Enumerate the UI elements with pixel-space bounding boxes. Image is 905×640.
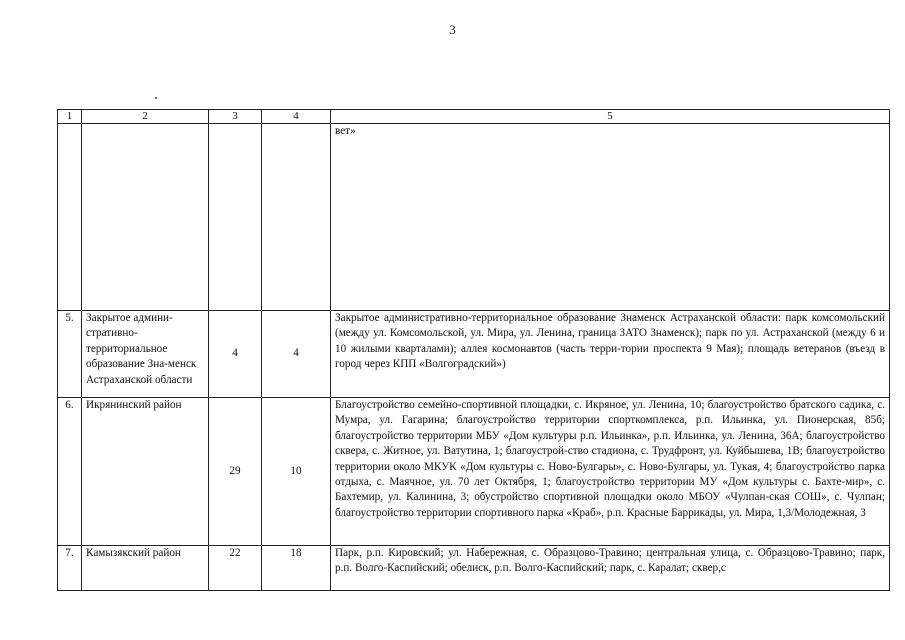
- header-cell: 3: [209, 110, 262, 124]
- header-cell: 1: [58, 110, 82, 124]
- count-cell-col4: 18: [262, 546, 331, 591]
- description-cell: вет»: [331, 124, 890, 311]
- table-row: [58, 398, 890, 546]
- count-cell-col3: 22: [209, 546, 262, 591]
- count-cell-col3: 4: [209, 311, 262, 398]
- row-number: 5.: [58, 311, 82, 398]
- table-row-continuation: [58, 124, 890, 311]
- header-cell: 2: [82, 110, 209, 124]
- row-number: 7.: [58, 546, 82, 591]
- region-cell: Камызякский район: [82, 546, 209, 591]
- description-cell: Благоустройство семейно-спортивной площадки, с. Икряное, ул. Ленина, 10; благоустройство братского садика, с. Мумра, ул. Гагарина; благоустройство территории спорткомплекса, р.п. Ильинка, ул. Пионерская, 85б; благоустройство территории МБУ «Дом культуры р.п. Ильинка», р.п. Ильинка, ул. Ленина, 36А; благоустройство сквера, с. Житное, ул. Ватутина, 1; благоустрой-ство стадиона, с. Трудфронт, ул. Куйбышева, 1В; благоустройство территории около МКУК «Дом культуры с. Ново-Булгары», с. Ново-Булгары, ул. Тукая, 4; благоустройство парка отдыха, с. Маячное, ул. 70 лет Октября, 1; благоустройство территории МУ «Дом культуры с. Бахте-мир», с. Бахтемир, ул. Калинина, 3; обустройство спортивной площадки около МБОУ «Чулпан-ская СОШ», с. Чулпан; благоустройство территории спортивного парка «Краб», р.п. Красные Баррикады, ул. Мира, 1,3/Молодежная, 3: [331, 398, 890, 546]
- table-row: [58, 546, 890, 591]
- header-cell: 5: [331, 110, 890, 124]
- region-cell: Икрянинский район: [82, 398, 209, 546]
- count-cell-col4: 4: [262, 311, 331, 398]
- row-number: 6.: [58, 398, 82, 546]
- header-row: [58, 110, 890, 124]
- description-cell: Закрытое административно-территориальное образование Знаменск Астраханской области: парк комсомольский (между ул. Комсомольской, ул. Мира, ул. Ленина, граница ЗАТО Знаменск); парк по ул. Астраханской (между 6 и 10 жилыми кварталами); аллея космонавтов (часть терри-тории проспекта 9 Мая); площадь ветеранов (въезд в город через КПП «Волгоградский»): [331, 311, 890, 398]
- table-row: [58, 311, 890, 398]
- description-cell: Парк, р.п. Кировский; ул. Набережная, с. Образцово-Травино; центральная улица, с. Образцово-Травино; парк, р.п. Волго-Каспийский; обелиск, р.п. Волго-Каспийский; парк, с. Каралат; сквер,с: [331, 546, 890, 591]
- count-cell-col3: 29: [209, 398, 262, 546]
- header-cell: 4: [262, 110, 331, 124]
- regions-table: [57, 109, 890, 591]
- page-number: 3: [449, 22, 456, 37]
- region-cell: Закрытое админи-стративно-территориальное образование Зна-менск Астраханской области: [82, 311, 209, 398]
- scan-speck: [155, 97, 157, 99]
- count-cell-col4: 10: [262, 398, 331, 546]
